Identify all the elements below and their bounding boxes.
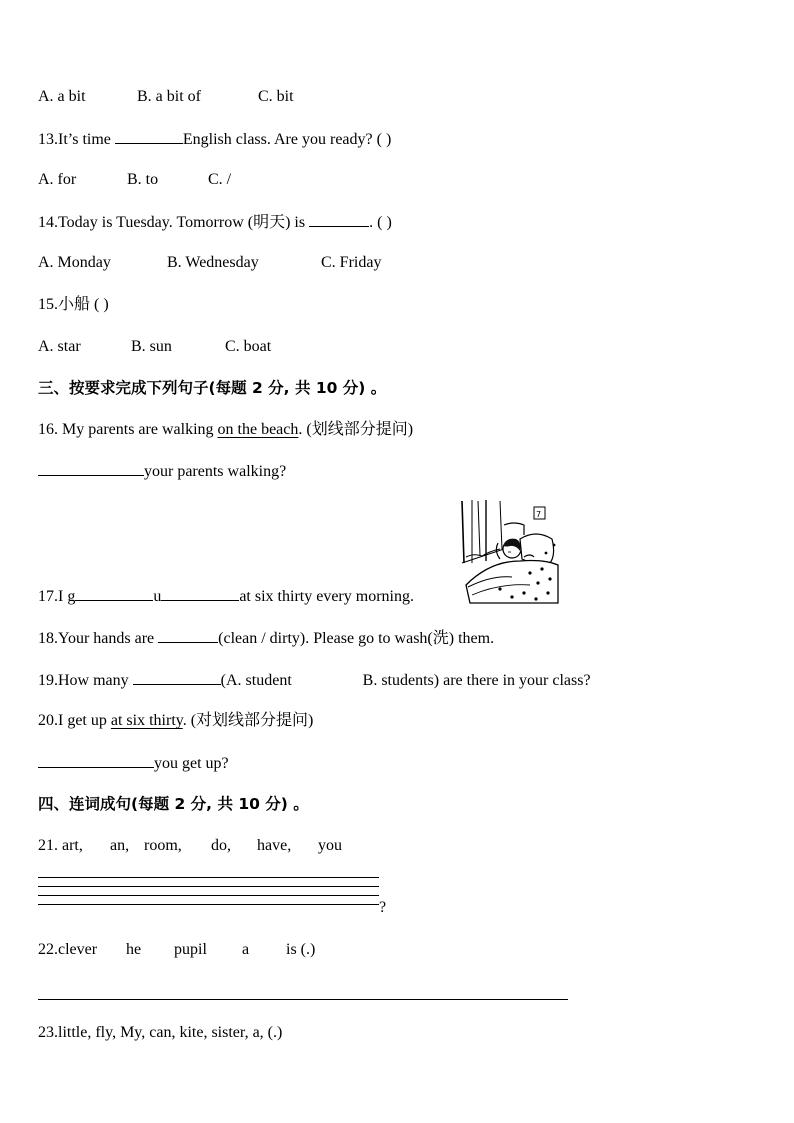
question-text: I get up <box>58 712 111 729</box>
q15-option-c: C. boat <box>225 338 272 355</box>
q15-options <box>38 337 271 357</box>
q13-options <box>38 170 231 190</box>
question-text: 小船 ( ) <box>58 296 109 313</box>
question-text: little, fly, My, can, kite, sister, a, (.) <box>58 1024 283 1041</box>
answer-rule[interactable] <box>38 999 568 1000</box>
question-number: 18. <box>38 630 58 647</box>
word-card: an, <box>110 837 130 854</box>
q14-options <box>38 253 381 273</box>
answer-rule[interactable] <box>38 886 379 887</box>
question-number: 22. <box>38 941 58 958</box>
q16-answer-line <box>38 461 286 482</box>
question-number: 13. <box>38 131 58 148</box>
answer-blank[interactable] <box>161 586 239 601</box>
answer-rule[interactable] <box>38 895 379 896</box>
question-number: 16 <box>38 421 54 438</box>
question-text: How many <box>58 672 133 689</box>
question-text: at six thirty every morning. <box>239 588 414 605</box>
underlined-phrase: at six thirty <box>110 712 183 729</box>
question-number: 17. <box>38 588 58 605</box>
q12-options <box>38 87 294 107</box>
underlined-phrase: on the beach <box>217 421 299 438</box>
question-21 <box>38 836 342 856</box>
q12-option-b: B. a bit of <box>137 88 201 105</box>
q20-answer-line <box>38 753 229 774</box>
word-card: is (.) <box>286 941 316 958</box>
word-card: . art, <box>54 837 83 854</box>
answer-blank[interactable] <box>158 628 218 643</box>
question-number: 23. <box>38 1024 58 1041</box>
answer-rule[interactable] <box>38 877 379 878</box>
answer-blank[interactable] <box>38 461 144 476</box>
question-15 <box>38 295 109 315</box>
child-in-bed-illustration <box>460 499 560 605</box>
q15-option-a: A. star <box>38 338 81 355</box>
question-text: . (对划线部分提问) <box>182 712 314 729</box>
question-text: . ( ) <box>369 214 392 231</box>
q19-option-a: (A. student <box>220 672 292 689</box>
question-mark: ? <box>379 899 387 916</box>
question-23 <box>38 1023 282 1043</box>
question-16 <box>38 420 413 440</box>
svg-text:7: 7 <box>536 510 542 519</box>
q12-option-c: C. bit <box>258 88 294 105</box>
question-19 <box>38 670 591 691</box>
answer-rule[interactable] <box>38 904 379 905</box>
question-text: English class. Are you ready? ( ) <box>182 131 392 148</box>
question-text: It’s time <box>58 131 115 148</box>
q14-option-b: B. Wednesday <box>167 254 259 271</box>
question-17 <box>38 586 414 607</box>
section-3-heading: 三、按要求完成下列句子(每题 2 分, 共 10 分) 。 <box>38 379 387 397</box>
question-number: 19. <box>38 672 58 689</box>
word-card: a <box>242 941 250 958</box>
question-22 <box>38 940 315 960</box>
question-number: 21 <box>38 837 54 854</box>
question-text: I g <box>58 588 76 605</box>
word-card: you <box>318 837 342 854</box>
q13-option-a: A. for <box>38 171 77 188</box>
word-card: do, <box>211 837 231 854</box>
answer-sentence-tail: your parents walking? <box>144 463 287 480</box>
q12-option-a: A. a bit <box>38 88 86 105</box>
question-text: . My parents are walking <box>54 421 218 438</box>
section-4-heading: 四、连词成句(每题 2 分, 共 10 分) 。 <box>38 795 309 813</box>
answer-blank[interactable] <box>75 586 153 601</box>
question-18 <box>38 628 494 649</box>
question-text: . (划线部分提问) <box>298 421 414 438</box>
answer-blank[interactable] <box>133 670 221 685</box>
word-card: have, <box>257 837 292 854</box>
word-card: he <box>126 941 142 958</box>
word-card: pupil <box>174 941 207 958</box>
question-text: Your hands are <box>58 630 159 647</box>
question-number: 14. <box>38 214 58 231</box>
q13-option-c: C. / <box>208 171 232 188</box>
question-text: u <box>153 588 162 605</box>
answer-blank[interactable] <box>309 212 369 227</box>
question-number: 15. <box>38 296 58 313</box>
word-card: clever <box>58 941 98 958</box>
word-card: room, <box>144 837 182 854</box>
question-13 <box>38 129 391 150</box>
q15-option-b: B. sun <box>131 338 172 355</box>
q19-option-b: B. students) are there in your class? <box>362 672 591 689</box>
q14-option-c: C. Friday <box>321 254 382 271</box>
question-20 <box>38 711 313 731</box>
answer-sentence-tail: you get up? <box>154 755 229 772</box>
q14-option-a: A. Monday <box>38 254 111 271</box>
answer-blank[interactable] <box>38 753 154 768</box>
question-14 <box>38 212 392 233</box>
question-number: 20. <box>38 712 58 729</box>
q13-option-b: B. to <box>127 171 159 188</box>
answer-blank[interactable] <box>115 129 183 144</box>
question-text: Today is Tuesday. Tomorrow (明天) is <box>58 214 310 231</box>
question-text: (clean / dirty). Please go to wash(洗) them. <box>218 630 495 647</box>
